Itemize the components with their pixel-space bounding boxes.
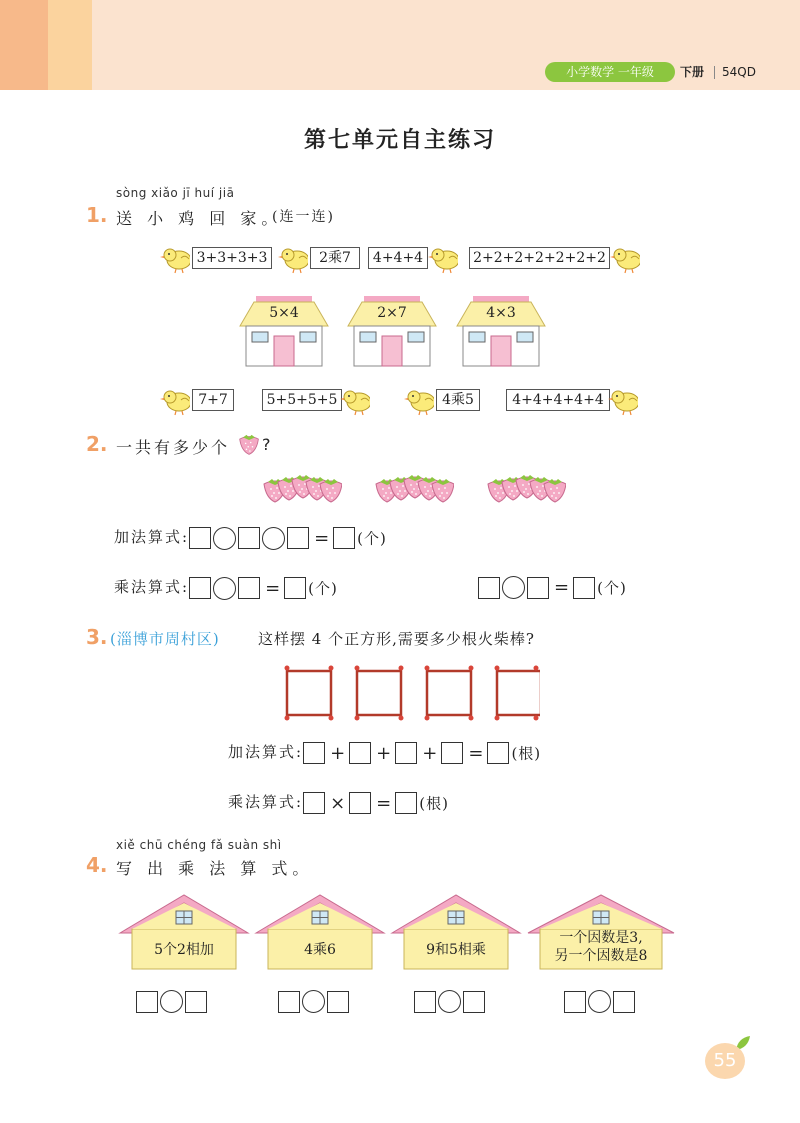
strawberry-icon xyxy=(238,434,262,458)
q4-house-4 xyxy=(526,893,676,971)
q2-multiplication-row xyxy=(114,576,338,600)
answer-box[interactable] xyxy=(189,577,211,599)
q1-card-top-1[interactable]: 3+3+3+3 xyxy=(192,247,272,269)
house-label: 4乘6 xyxy=(304,942,336,958)
operator-circle[interactable] xyxy=(588,990,611,1013)
answer-box[interactable] xyxy=(441,742,463,764)
q1-pinyin: sòng xiǎo jī huí jiā xyxy=(116,186,235,200)
q2-add-label: 加法算式: xyxy=(114,528,190,546)
answer-box[interactable] xyxy=(395,742,417,764)
house-icon xyxy=(254,893,386,971)
strawberry-group xyxy=(262,474,342,504)
q1-card-bottom-2[interactable]: 5+5+5+5 xyxy=(262,389,342,411)
equals-sign: = xyxy=(265,577,282,599)
chick-icon[interactable] xyxy=(160,390,190,418)
answer-box[interactable] xyxy=(395,792,417,814)
strawberry-group xyxy=(374,474,454,504)
operator-circle[interactable] xyxy=(502,576,525,599)
answer-box[interactable] xyxy=(303,792,325,814)
q1-card-top-4[interactable]: 2+2+2+2+2+2+2 xyxy=(469,247,610,269)
operator-circle[interactable] xyxy=(302,990,325,1013)
answer-box[interactable] xyxy=(349,742,371,764)
q4-house-2 xyxy=(254,893,386,971)
unit-label: (个) xyxy=(357,529,387,548)
answer-box[interactable] xyxy=(463,991,485,1013)
q2-text: 一共有多少个 xyxy=(116,438,231,457)
q4-answer-4 xyxy=(564,990,637,1013)
house-label: 9和5相乘 xyxy=(426,942,486,958)
house-icon xyxy=(390,893,522,971)
q4-pinyin: xiě chū chéng fǎ suàn shì xyxy=(116,838,282,852)
answer-box[interactable] xyxy=(278,991,300,1013)
answer-box[interactable] xyxy=(185,991,207,1013)
operator-circle[interactable] xyxy=(160,990,183,1013)
equals-sign: = xyxy=(468,742,485,764)
house-icon xyxy=(118,893,250,971)
header-stripe xyxy=(0,0,48,90)
unit-label: (个) xyxy=(308,579,338,598)
q1-card-top-3[interactable]: 4+4+4 xyxy=(368,247,428,269)
chick-icon[interactable] xyxy=(160,248,190,276)
q3-mul-label: 乘法算式: xyxy=(228,793,304,811)
answer-box[interactable] xyxy=(487,742,509,764)
house-3[interactable] xyxy=(455,296,547,368)
house-label: 5×4 xyxy=(269,305,299,321)
q1-card-bottom-1[interactable]: 7+7 xyxy=(192,389,234,411)
q3-source: (淄博市周村区) xyxy=(110,630,220,648)
answer-box[interactable] xyxy=(287,527,309,549)
answer-box[interactable] xyxy=(613,991,635,1013)
q4-text: 写 出 乘 法 算 式。 xyxy=(116,859,314,878)
operator-circle[interactable] xyxy=(213,527,236,550)
chick-icon[interactable] xyxy=(278,248,308,276)
answer-box[interactable] xyxy=(238,577,260,599)
answer-box[interactable] xyxy=(527,577,549,599)
operator-circle[interactable] xyxy=(213,577,236,600)
answer-box[interactable] xyxy=(136,991,158,1013)
q2-multiplication-row-2 xyxy=(478,576,627,599)
chick-icon[interactable] xyxy=(610,248,640,276)
q1-card-bottom-4[interactable]: 4+4+4+4+4 xyxy=(506,389,610,411)
answer-box[interactable] xyxy=(349,792,371,814)
house-1[interactable] xyxy=(238,296,330,368)
q3-text: 这样摆 4 个正方形,需要多少根火柴棒? xyxy=(258,630,535,648)
q4-answer-3 xyxy=(414,990,487,1013)
answer-box[interactable] xyxy=(573,577,595,599)
house-2[interactable] xyxy=(346,296,438,368)
q4-answer-1 xyxy=(136,990,209,1013)
header-stripe xyxy=(48,0,92,90)
q3-number: 3. xyxy=(86,625,108,649)
operator-circle[interactable] xyxy=(438,990,461,1013)
strawberry-group xyxy=(486,474,566,504)
answer-box[interactable] xyxy=(564,991,586,1013)
answer-box[interactable] xyxy=(414,991,436,1013)
matchstick-squares xyxy=(280,664,540,722)
house-label: 2×7 xyxy=(377,305,407,321)
equals-sign: = xyxy=(376,792,393,814)
plus-sign: + xyxy=(422,742,439,764)
answer-box[interactable] xyxy=(284,577,306,599)
series-badge: 小学数学 一年级 xyxy=(545,62,675,82)
house-label: 5个2相加 xyxy=(154,942,214,958)
unit-label: (根) xyxy=(419,794,449,813)
times-sign: × xyxy=(330,792,347,814)
q4-number: 4. xyxy=(86,853,108,877)
q1-number: 1. xyxy=(86,203,108,227)
unit-label: (个) xyxy=(597,579,627,597)
unit-label: (根) xyxy=(511,744,542,763)
q3-addition-row xyxy=(228,741,541,764)
volume-label: 下册 xyxy=(680,65,705,79)
house-label-line1: 一个因数是3, xyxy=(559,930,643,946)
house-label: 4×3 xyxy=(486,305,516,321)
chick-icon[interactable] xyxy=(340,390,370,418)
q3-add-label: 加法算式: xyxy=(228,743,304,761)
q2-addition-row xyxy=(114,526,387,550)
answer-box[interactable] xyxy=(333,527,355,549)
q4-answer-2 xyxy=(278,990,351,1013)
chick-icon[interactable] xyxy=(404,390,434,418)
q2-number: 2. xyxy=(86,432,108,456)
q2-mul-label: 乘法算式: xyxy=(114,578,190,596)
answer-box[interactable] xyxy=(189,527,211,549)
q1-card-bottom-3[interactable]: 4乘5 xyxy=(436,389,480,411)
answer-box[interactable] xyxy=(478,577,500,599)
q2-question-mark: ? xyxy=(262,435,276,454)
q1-text: 送 小 鸡 回 家。 xyxy=(116,209,283,228)
q4-house-1 xyxy=(118,893,250,971)
answer-box[interactable] xyxy=(303,742,325,764)
house-label-line2: 另一个因数是8 xyxy=(554,948,648,964)
page-number: 55 xyxy=(705,1043,745,1079)
equals-sign: = xyxy=(554,577,571,598)
chick-icon[interactable] xyxy=(608,390,638,418)
q3-multiplication-row xyxy=(228,791,449,814)
chick-icon[interactable] xyxy=(428,248,458,276)
operator-circle[interactable] xyxy=(262,527,285,550)
header-divider xyxy=(714,66,715,79)
q4-house-3 xyxy=(390,893,522,971)
plus-sign: + xyxy=(376,742,393,764)
q1-card-top-2[interactable]: 2乘7 xyxy=(310,247,360,269)
answer-box[interactable] xyxy=(238,527,260,549)
book-code: 54QD xyxy=(722,65,756,79)
page-title: 第七单元自主练习 xyxy=(303,128,496,153)
plus-sign: + xyxy=(330,742,347,764)
q1-hint: (连一连) xyxy=(272,209,335,225)
answer-box[interactable] xyxy=(327,991,349,1013)
equals-sign: = xyxy=(314,527,331,549)
